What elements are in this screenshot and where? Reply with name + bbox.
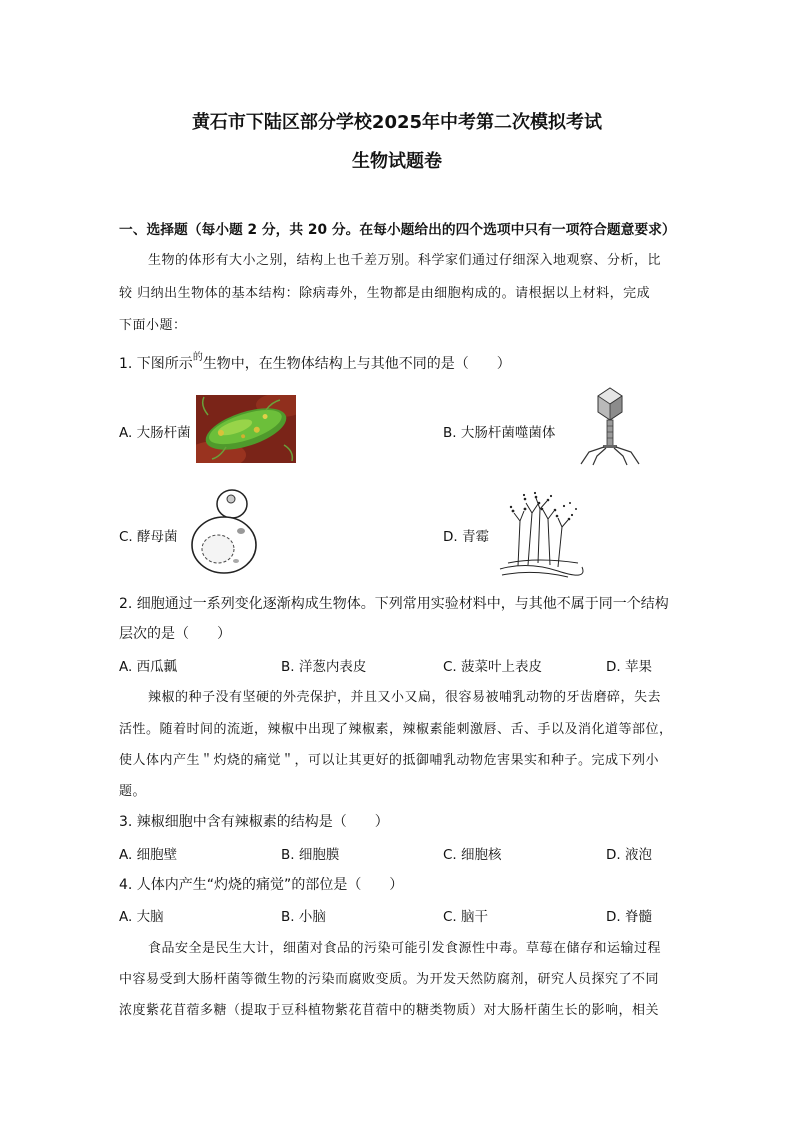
- question-1-stem: 1. 下图所示$^的$生物中，在生物体结构上与其他不同的是（ ）: [119, 352, 511, 372]
- passage2-line1: 辣椒的种子没有坚硬的外壳保护，并且又小又扁，很容易被哺乳动物的牙齿磨碎，失去: [148, 690, 662, 705]
- question-2-stem-line1: 2. 细胞通过一系列变化逐渐构成生物体。下列常用实验材料中，与其他不属于同一个结构: [119, 596, 669, 612]
- q1-option-d: D. 青霉: [443, 529, 489, 545]
- q2-option-b: B. 洋葱内表皮: [281, 659, 367, 675]
- question-2-stem-line2: 层次的是（ ）: [119, 626, 231, 642]
- q2-option-d: D. 苹果: [606, 659, 652, 675]
- q1-option-c: C. 酵母菌: [119, 529, 178, 545]
- question-4-stem: 4. 人体内产生“灼烧的痛觉”的部位是（ ）: [119, 877, 404, 893]
- passage2-line4: 题。: [119, 784, 147, 799]
- yeast-drawing: [186, 487, 268, 575]
- passage3-line1: 食品安全是民生大计，细菌对食品的污染可能引发食源性中毒。草莓在储存和运输过程: [148, 941, 662, 956]
- exam-subtitle: 生物试题卷: [352, 151, 442, 172]
- exam-title: 黄石市下陆区部分学校2025年中考第二次模拟考试: [191, 112, 603, 133]
- question-3-stem: 3. 辣椒细胞中含有辣椒素的结构是（ ）: [119, 814, 389, 830]
- passage1-line2: 较 归纳出生物体的基本结构：除病毒外，生物都是由细胞构成的。请根据以上材料，完成: [119, 286, 651, 301]
- passage2-line2: 活性。随着时间的流逝，辣椒中出现了辣椒素，辣椒素能刺激唇、舌、手以及消化道等部位，: [119, 722, 673, 737]
- passage2-line3: 使人体内产生＂灼烧的痛觉＂，可以让其更好的抵御哺乳动物危害果实和种子。完成下列小: [119, 753, 660, 768]
- passage1-line3: 下面小题：: [119, 318, 187, 333]
- q3-option-b: B. 细胞膜: [281, 847, 340, 863]
- q1-option-b: B. 大肠杆菌噬菌体: [443, 425, 556, 441]
- e-coli-photo: [196, 395, 296, 463]
- section-heading: 一、选择题（每小题 2 分，共 20 分。在每小题给出的四个选项中只有一项符合题意要求）: [119, 222, 676, 238]
- passage3-line3: 浓度紫花苜蓿多糖（提取于豆科植物紫花苜蓿中的糖类物质）对大肠杆菌生长的影响，相关: [119, 1003, 660, 1018]
- q4-option-b: B. 小脑: [281, 909, 326, 925]
- penicillium-drawing: [498, 491, 584, 581]
- q3-option-d: D. 液泡: [606, 847, 652, 863]
- q4-option-a: A. 大脑: [119, 909, 164, 925]
- q3-option-c: C. 细胞核: [443, 847, 502, 863]
- q3-option-a: A. 细胞壁: [119, 847, 178, 863]
- q4-option-d: D. 脊髓: [606, 909, 652, 925]
- q2-option-a: A. 西瓜瓤: [119, 659, 178, 675]
- q1-option-a: A. 大肠杆菌: [119, 425, 191, 441]
- bacteriophage-drawing: [575, 386, 645, 466]
- q4-option-c: C. 脑干: [443, 909, 489, 925]
- passage1-line1: 生物的体形有大小之别，结构上也千差万别。科学家们通过仔细深入地观察、分析，比: [148, 253, 662, 268]
- q2-option-c: C. 菠菜叶上表皮: [443, 659, 543, 675]
- passage3-line2: 中容易受到大肠杆菌等微生物的污染而腐败变质。为开发天然防腐剂，研究人员探究了不同: [119, 972, 660, 987]
